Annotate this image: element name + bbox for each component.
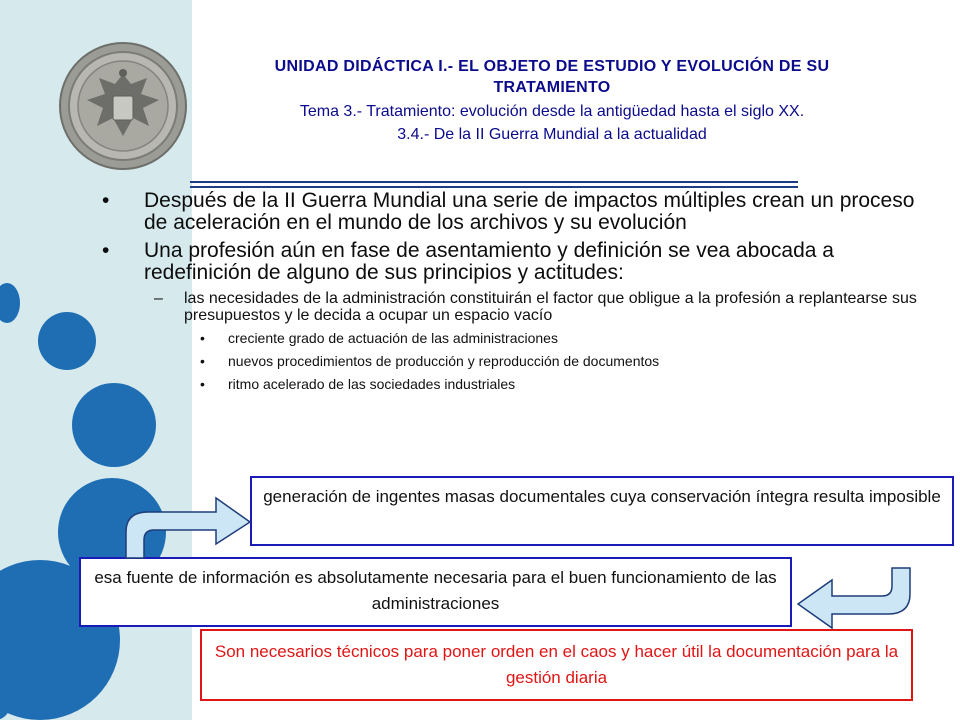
- bullet-text: Después de la II Guerra Mundial una serie de impactos múltiples crean un proceso de aceleración en el mundo de los archivos y su evolución: [144, 189, 915, 234]
- information-source-box: [79, 557, 792, 627]
- generation-text: generación de ingentes masas documentales cuya conservación íntegra resulta imposible: [263, 487, 941, 506]
- bullet-dot-icon: •: [102, 189, 110, 212]
- conclusion-text: Son necesarios técnicos para poner orden en el caos y hacer útil la documentación para la gestión diaria: [214, 642, 899, 687]
- small-bullet-icon: •: [200, 353, 205, 369]
- sub-sub-bullet-text: ritmo acelerado de las sociedades industriales: [228, 376, 516, 392]
- header: [192, 56, 912, 146]
- bullet-item: [102, 190, 932, 234]
- bullet-dot-icon: •: [102, 239, 110, 262]
- curved-arrow-right-icon: [124, 496, 254, 560]
- sub-bullet-text: las necesidades de la administración constituirán el factor que obligue a la profesión a replantearse sus presupuestos y le decida a ocupar un espacio vacío: [184, 290, 917, 324]
- small-bullet-icon: •: [200, 376, 205, 392]
- sub-bullet-item: [102, 290, 932, 324]
- section-title: 3.4.- De la II Guerra Mundial a la actualidad: [397, 126, 707, 143]
- slide-content: [102, 190, 932, 399]
- bullet-item: [102, 240, 932, 284]
- dash-icon: –: [154, 290, 163, 307]
- sub-sub-bullet-item: [102, 353, 932, 369]
- unit-title-line2: TRATAMIENTO: [493, 79, 611, 96]
- header-divider-top: [190, 181, 798, 183]
- sub-sub-bullet-text: creciente grado de actuación de las administraciones: [228, 330, 558, 346]
- curved-arrow-left-icon: [796, 566, 914, 630]
- header-divider-bottom: [190, 186, 798, 188]
- sub-sub-bullet-item: [102, 376, 932, 392]
- bullet-text: Una profesión aún en fase de asentamiento y definición se vea abocada a redefinición de alguno de sus principios y actitudes:: [144, 239, 834, 284]
- unit-title-line1: UNIDAD DIDÁCTICA I.- EL OBJETO DE ESTUDIO Y EVOLUCIÓN DE SU: [274, 58, 830, 75]
- topic-subtitle: Tema 3.- Tratamiento: evolución desde la antigüedad hasta el siglo XX.: [299, 103, 805, 120]
- unit-title: [192, 56, 912, 98]
- information-source-text: esa fuente de información es absolutamente necesaria para el buen funcionamiento de las administraciones: [94, 568, 777, 613]
- sub-sub-bullet-item: [102, 330, 932, 346]
- university-seal-icon: [57, 40, 189, 172]
- decor-circle-2: [38, 312, 96, 370]
- conclusion-box: [200, 629, 913, 701]
- sub-sub-bullet-text: nuevos procedimientos de producción y reproducción de documentos: [228, 353, 660, 369]
- generation-box: [250, 476, 954, 546]
- small-bullet-icon: •: [200, 330, 205, 346]
